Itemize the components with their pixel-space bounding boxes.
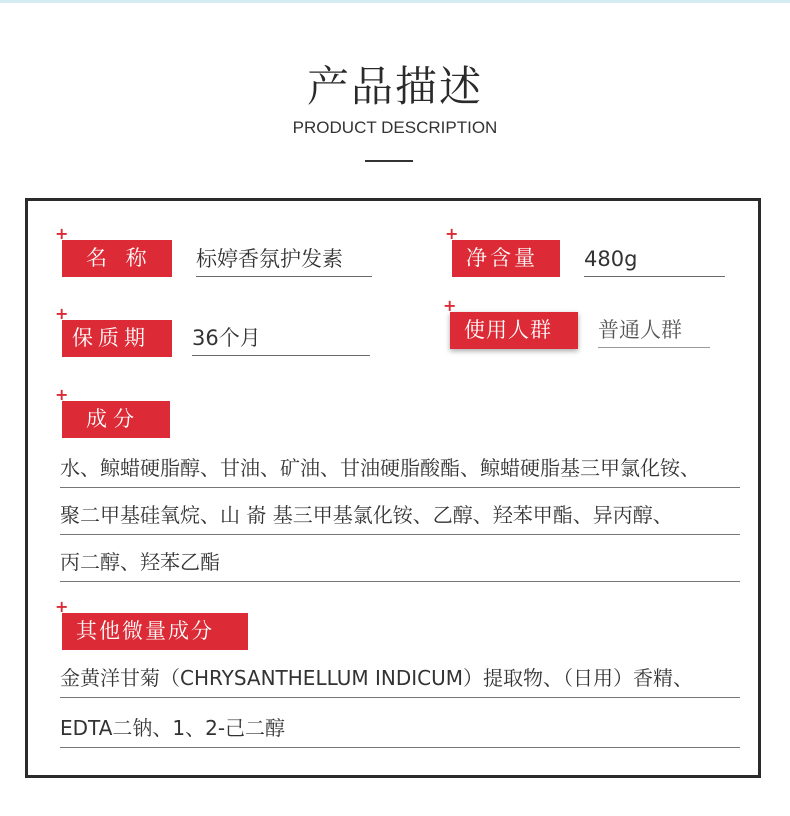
net-content-label-badge	[445, 224, 560, 277]
shelf-life-label-badge	[55, 304, 172, 357]
target-users-value: 普通人群	[598, 315, 710, 348]
trace-ingredients-label: 其他微量成分	[76, 619, 214, 643]
title-divider	[365, 160, 413, 162]
plus-icon: +	[55, 597, 71, 616]
page-title: 产品描述	[306, 62, 483, 111]
net-content-value: 480g	[584, 244, 725, 277]
plus-icon: +	[55, 304, 74, 323]
target-users-label: 使用人群	[464, 318, 552, 342]
top-accent-line	[0, 0, 790, 3]
trace-ingredients-line: EDTA二钠、1、2-己二醇	[60, 710, 740, 748]
net-content-label: 净含量	[466, 246, 538, 270]
ingredients-line: 水、鲸蜡硬脂醇、甘油、矿油、甘油硬脂酸酯、鲸蜡硬脂基三甲氯化铵、	[60, 450, 740, 488]
name-label-badge	[55, 224, 172, 277]
ingredients-line: 聚二甲基硅氧烷、山 嵛 基三甲基氯化铵、乙醇、羟苯甲酯、异丙醇、	[60, 497, 740, 535]
ingredients-label-badge	[55, 385, 170, 438]
plus-icon: +	[445, 224, 462, 243]
plus-icon: +	[55, 385, 75, 404]
shelf-life-value: 36个月	[192, 323, 370, 356]
name-label: 名 称	[86, 246, 153, 270]
ingredients-label: 成分	[86, 407, 140, 431]
page-subtitle: PRODUCT DESCRIPTION	[292, 118, 498, 137]
ingredients-line: 丙二醇、羟苯乙酯	[60, 544, 740, 582]
plus-icon: +	[55, 224, 75, 243]
plus-icon: +	[443, 296, 458, 315]
target-users-label-badge	[443, 296, 578, 349]
trace-ingredients-line: 金黄洋甘菊（CHRYSANTHELLUM INDICUM）提取物、（日用）香精、	[60, 660, 740, 698]
name-value: 标婷香氛护发素	[196, 244, 372, 277]
trace-ingredients-label-badge	[55, 597, 248, 650]
shelf-life-label: 保质期	[72, 326, 150, 350]
